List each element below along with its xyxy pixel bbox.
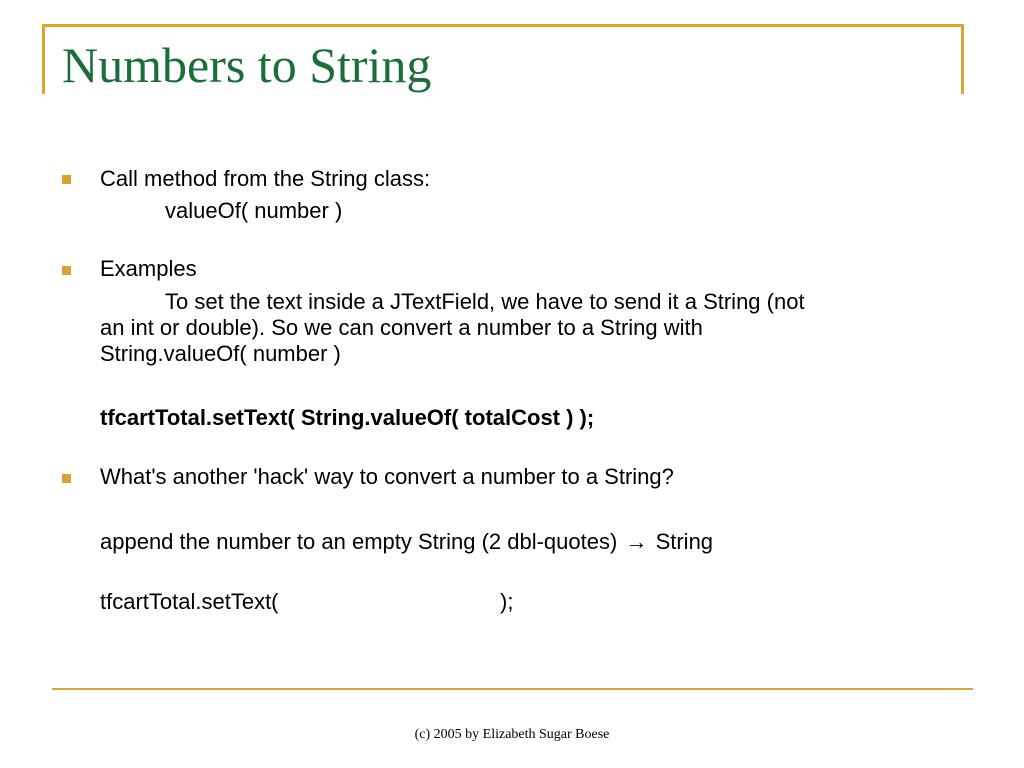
bullet-square-icon [62,175,71,184]
footer [0,727,1024,743]
code-example: tfcartTotal.setText( String.valueOf( totalCost ) ); [100,405,595,430]
footer-copyright: (c) 2005 by Elizabeth Sugar Boese [414,727,610,742]
bullet-1-text: Call method from the String class: [100,166,431,191]
frame-top-rule [42,24,964,27]
answer-line [100,529,713,555]
frame-left-rule [42,24,45,94]
bullet-2-text: Examples [100,256,197,281]
paragraph-line: To set the text inside a JTextField, we have to send it a String (not [165,289,805,314]
bullet-1-sub: valueOf( number ) [165,198,343,223]
footer-rule [52,688,973,690]
answer-text: append the number to an empty String (2 dbl-quotes) [100,529,618,554]
frame-right-rule [961,24,964,94]
bullet-2-paragraph [100,289,960,367]
code-suffix: ); [500,589,514,614]
bullet-square-icon [62,474,71,483]
answer-result: String [655,529,714,554]
paragraph-line: String.valueOf( number ) [100,341,341,366]
bullet-3-text: What's another 'hack' way to convert a number to a String? [100,464,674,489]
right-arrow-icon: → [625,529,648,554]
slide-title: Numbers to String [62,37,432,93]
paragraph-line: an int or double). So we can convert a number to a String with [100,315,703,340]
bullet-square-icon [62,266,71,275]
code-prefix: tfcartTotal.setText( [100,589,279,614]
